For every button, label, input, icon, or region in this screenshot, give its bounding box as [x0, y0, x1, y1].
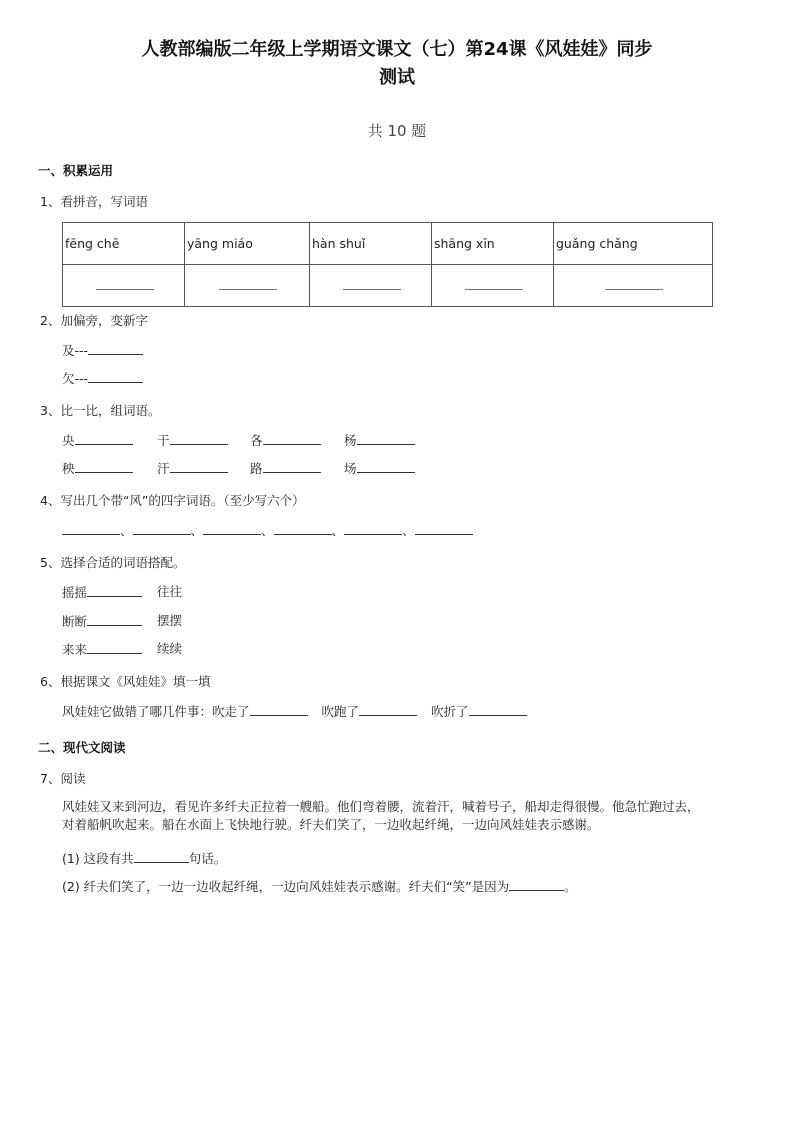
answer-blank[interactable]	[96, 281, 154, 290]
q5-label: 5、选择合适的词语搭配。	[40, 555, 186, 570]
separator: 、	[331, 523, 345, 538]
answer-row	[63, 265, 713, 307]
q5-right-word: 往往	[157, 584, 183, 599]
answer-blank[interactable]	[509, 878, 564, 891]
reading-passage	[62, 798, 722, 834]
answer-cell[interactable]	[310, 265, 432, 307]
answer-blank[interactable]	[87, 584, 142, 597]
q3-item	[344, 432, 415, 449]
answer-blank[interactable]	[263, 432, 321, 445]
answer-blank[interactable]	[87, 613, 142, 626]
answer-blank[interactable]	[203, 522, 261, 535]
q3-label: 3、比一比，组词语。	[40, 403, 161, 418]
pinyin-cell: fēng chē	[63, 223, 185, 265]
separator: 、	[190, 523, 204, 538]
q6-label: 6、根据课文《风娃娃》填一填	[40, 674, 211, 689]
answer-cell[interactable]	[554, 265, 713, 307]
section-heading-2: 二、现代文阅读	[38, 740, 126, 755]
answer-blank[interactable]	[415, 522, 473, 535]
q3-item	[62, 460, 133, 477]
q3-char: 各	[250, 433, 263, 448]
separator: 、	[261, 523, 274, 538]
pinyin-cell: hàn shuǐ	[310, 223, 432, 265]
q7-sub-2	[62, 878, 577, 895]
q3-char: 秧	[62, 461, 75, 476]
page-title	[60, 36, 734, 92]
answer-blank[interactable]	[87, 641, 142, 654]
passage-line-2: 对着船帆吹起来。船在水面上飞快地行驶。纤夫们笑了，一边收起纤绳，一边向风娃娃表示感谢。	[62, 817, 600, 832]
q2-item-text: 欠---	[62, 371, 89, 386]
answer-blank[interactable]	[469, 703, 527, 716]
q3-item	[157, 460, 228, 477]
q7-label: 7、阅读	[40, 771, 86, 786]
q3-item	[344, 460, 415, 477]
q7-sub-1	[62, 850, 226, 867]
question-count: 共 10 题	[367, 122, 427, 140]
answer-blank[interactable]	[75, 432, 133, 445]
answer-blank[interactable]	[344, 522, 402, 535]
q3-char: 路	[250, 461, 263, 476]
answer-blank[interactable]	[357, 460, 415, 473]
q5-left-word: 摇摇	[62, 585, 88, 600]
q2-item	[62, 342, 143, 359]
section-heading-1: 一、积累运用	[38, 163, 114, 178]
q2-item	[62, 370, 143, 387]
separator: 、	[402, 523, 415, 538]
answer-blank[interactable]	[357, 432, 415, 445]
answer-blank[interactable]	[134, 850, 189, 863]
q3-char: 央	[62, 433, 75, 448]
answer-blank[interactable]	[88, 342, 143, 355]
answer-blank[interactable]	[359, 703, 417, 716]
q3-item	[62, 432, 133, 449]
q3-item	[250, 432, 321, 449]
title-line-1: 人教部编版二年级上学期语文课文（七）第24课《风娃娃》同步	[141, 39, 653, 60]
answer-blank[interactable]	[263, 460, 321, 473]
q6-mid-2: 吹折了	[431, 704, 469, 719]
pinyin-cell: guǎng chǎng	[554, 223, 713, 265]
q3-char: 杨	[344, 433, 357, 448]
answer-blank[interactable]	[605, 281, 663, 290]
q3-char: 干	[157, 433, 170, 448]
q5-item	[62, 641, 142, 658]
pinyin-row	[63, 223, 713, 265]
q6-lead: 风娃娃它做错了哪几件事：吹走了	[62, 704, 250, 719]
pinyin-table	[62, 222, 713, 307]
q5-item	[62, 584, 142, 601]
q7-sub-1-text: (1) 这段有共	[62, 851, 134, 866]
q3-char: 汗	[157, 461, 170, 476]
q5-right-word: 续续	[157, 641, 183, 656]
q5-item	[62, 613, 142, 630]
answer-blank[interactable]	[75, 460, 133, 473]
q5-left-word: 来来	[62, 642, 88, 657]
q2-item-text: 及---	[62, 343, 89, 358]
q7-sub-1-end: 句话。	[188, 851, 227, 866]
pinyin-cell: shāng xīn	[432, 223, 554, 265]
passage-line-1: 风娃娃又来到河边，看见许多纤夫正拉着一艘船。他们弯着腰，流着汗，喊着号子，船却走得很慢。他急忙跑过去，	[62, 799, 700, 814]
answer-blank[interactable]	[465, 281, 523, 290]
q6-line	[62, 703, 527, 720]
answer-blank[interactable]	[88, 370, 143, 383]
q6-mid-1: 吹跑了	[321, 704, 360, 719]
q3-item	[250, 460, 321, 477]
q4-answers	[62, 522, 473, 539]
title-line-2: 测试	[379, 67, 415, 88]
q5-right-word: 摆摆	[157, 613, 183, 628]
q5-left-word: 断断	[62, 614, 88, 629]
q3-item	[157, 432, 228, 449]
q2-label: 2、加偏旁，变新字	[40, 313, 148, 328]
separator: 、	[120, 523, 133, 538]
answer-cell[interactable]	[185, 265, 310, 307]
answer-blank[interactable]	[219, 281, 277, 290]
q4-label: 4、写出几个带“风”的四字词语。（至少写六个）	[40, 493, 305, 508]
answer-blank[interactable]	[170, 460, 228, 473]
answer-blank[interactable]	[62, 522, 120, 535]
answer-blank[interactable]	[343, 281, 401, 290]
answer-cell[interactable]	[63, 265, 185, 307]
answer-blank[interactable]	[250, 703, 308, 716]
q7-sub-2-text: (2) 纤夫们笑了，一边一边收起纤绳，一边向风娃娃表示感谢。纤夫们“笑”是因为	[62, 879, 510, 894]
answer-blank[interactable]	[170, 432, 228, 445]
answer-blank[interactable]	[274, 522, 332, 535]
q7-sub-2-end: 。	[564, 879, 577, 894]
pinyin-cell: yāng miáo	[185, 223, 310, 265]
q1-label: 1、看拼音，写词语	[40, 194, 148, 209]
answer-blank[interactable]	[133, 522, 191, 535]
answer-cell[interactable]	[432, 265, 554, 307]
q3-char: 场	[344, 461, 357, 476]
